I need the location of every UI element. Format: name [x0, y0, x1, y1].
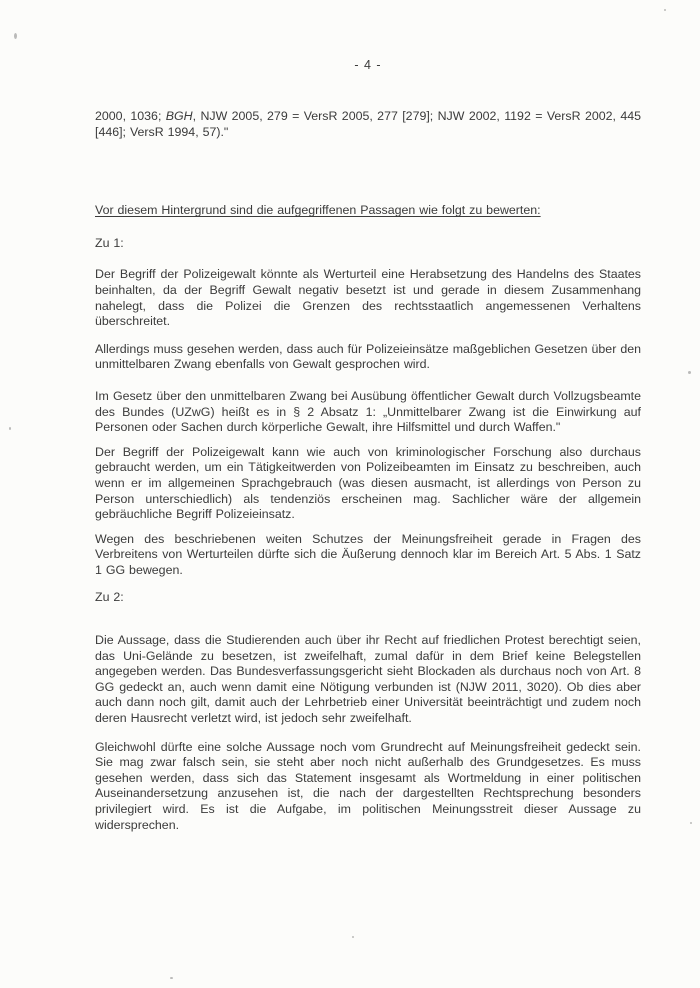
scan-speck: [14, 33, 17, 39]
scan-speck: [170, 977, 173, 979]
citation-text-pre: 2000, 1036;: [95, 109, 166, 123]
section-1-label: Zu 1:: [95, 235, 124, 250]
section-1-paragraph-3: Im Gesetz über den unmittelbaren Zwang bei Ausübung öffentlicher Gewalt durch Vollzugsbeamte des Bundes (UZwG) heißt es in § 2 Absatz 1: „Unmittelbarer Zwang ist die Einwirkung auf Personen oder Sachen durch körperliche Gewalt, ihre Hilfsmittel und durch Waffen.": [95, 388, 641, 435]
citation-text-post: , NJW 2005, 279 = VersR 2005, 277 [279]; NJW 2002, 1192 = VersR 2002, 445 [446]; VersR 1994, 57).": [95, 109, 641, 139]
section-2-paragraph-2: Gleichwohl dürfte eine solche Aussage noch vom Grundrecht auf Meinungsfreiheit gedeckt sein. Sie mag zwar falsch sein, sie steht aber noch nicht außerhalb des Grundgesetzes. Es muss gesehen werden, dass sich das Statement insgesamt als Wortmeldung in einer politischen Auseinandersetzung anzusehen ist, die nach der dargestellten Rechtsprechung besonders privilegiert wird. Es ist die Aufgabe, im politischen Meinungsstreit dieser Aussage zu widersprechen.: [95, 739, 641, 832]
scan-speck: [690, 822, 692, 824]
page-content: [95, 58, 641, 833]
section-1-paragraph-5: Wegen des beschriebenen weiten Schutzes der Meinungsfreiheit gerade in Fragen des Verbreitens von Werturteilen dürfte sich die Äußerung dennoch klar im Bereich Art. 5 Abs. 1 Satz 1 GG bewegen.: [95, 531, 641, 577]
scan-speck: [352, 936, 354, 938]
section-1-paragraph-4: Der Begriff der Polizeigewalt kann wie auch von kriminologischer Forschung also durchaus gebraucht werden, um ein Tätigkeitwerden von Polizeibeamten im Einsatz zu beschreiben, auch wenn er im allgemeinen Sprachgebrauch (was diesen ausmacht, ist allerdings von Person zu Person unterschiedlich) als tendenziös erscheinen mag. Sachlicher wäre der allgemein gebräuchliche Begriff Polizeieinsatz.: [95, 444, 641, 522]
section-1-paragraph-2: Allerdings muss gesehen werden, dass auch für Polizeieinsätze maßgeblichen Gesetzen über den unmittelbaren Zwang ebenfalls von Gewalt gesprochen wird.: [95, 341, 641, 372]
page-number: - 4 -: [354, 58, 382, 72]
scan-speck: [664, 9, 666, 11]
citation-case-name: BGH: [165, 109, 193, 123]
scan-speck: [688, 371, 691, 374]
section-2-label: Zu 2:: [95, 590, 124, 605]
assessment-heading-text: Vor diesem Hintergrund sind die aufgegriffenen Passagen wie folgt zu bewerten:: [95, 203, 541, 218]
citation-paragraph: [95, 109, 641, 140]
scan-speck: [9, 427, 11, 430]
assessment-heading: [95, 203, 641, 219]
section-2-paragraph-1: Die Aussage, dass die Studierenden auch über ihr Recht auf friedlichen Protest berechtigt seien, das Uni-Gelände zu besetzen, ist zweifelhaft, zumal dafür in dem Brief keine Belegstellen angegeben werden. Das Bundesverfassungsgericht sieht Blockaden als durchaus noch von Art. 8 GG gedeckt an, auch wenn damit eine Nötigung verbunden ist (NJW 2011, 3020). Ob dies aber auch dann noch gilt, damit auch der Lehrbetrieb einer Universität beeinträchtigt und zudem noch deren Hausrecht verletzt wird, ist jedoch sehr zweifelhaft.: [95, 633, 641, 726]
section-1-paragraph-1: Der Begriff der Polizeigewalt könnte als Werturteil eine Herabsetzung des Handelns des Staates beinhalten, da der Begriff Gewalt negativ besetzt ist und gerade in diesem Zusammenhang nahelegt, dass die Polizei die Grenzen des rechtsstaatlich angemessenen Verhaltens überschreitet.: [95, 267, 641, 329]
